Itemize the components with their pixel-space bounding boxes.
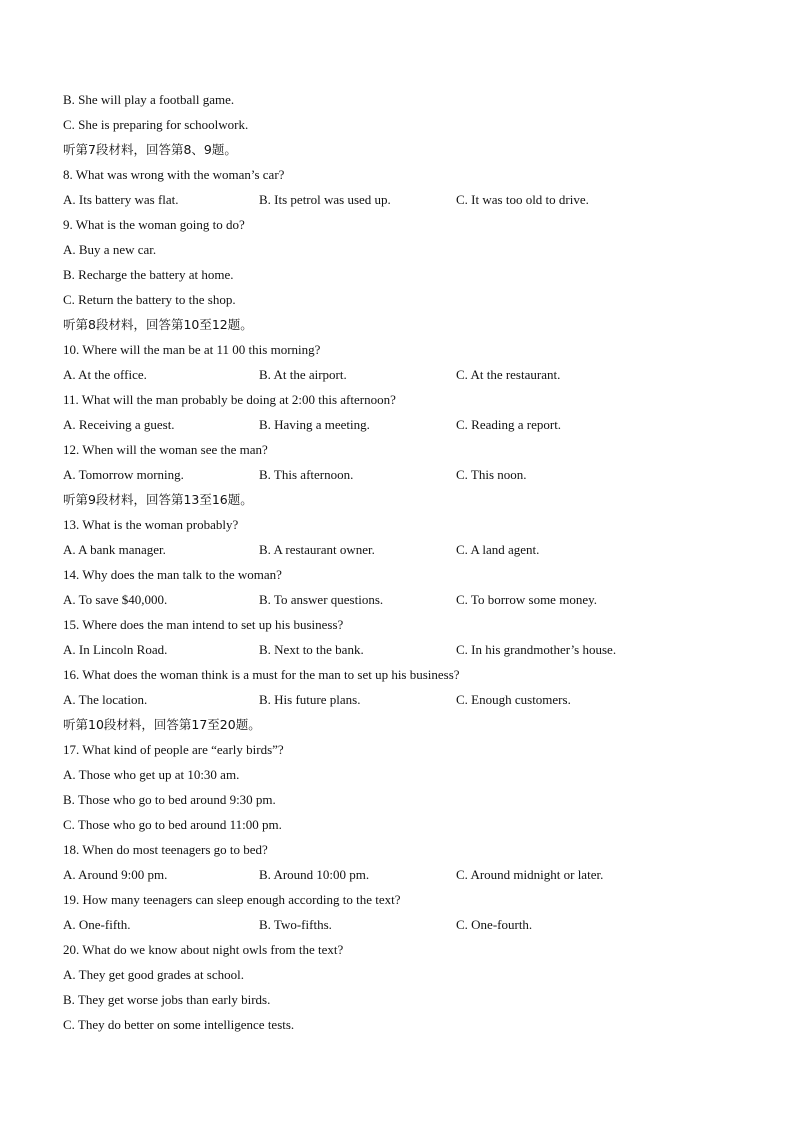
answer-option: C. It was too old to drive. bbox=[456, 192, 589, 207]
answer-option: A. Tomorrow morning. bbox=[63, 467, 184, 482]
question-text: 16. What does the woman think is a must for the man to set up his business? bbox=[63, 667, 460, 682]
answer-option: C. Reading a report. bbox=[456, 417, 562, 432]
answer-option: C. Enough customers. bbox=[456, 692, 571, 707]
question-text: 18. When do most teenagers go to bed? bbox=[63, 842, 268, 857]
answer-option: A. At the office. bbox=[63, 367, 147, 382]
answer-option: C. At the restaurant. bbox=[456, 367, 561, 382]
answer-option: A. The location. bbox=[63, 692, 148, 707]
question-text: 12. When will the woman see the man? bbox=[63, 442, 268, 457]
question-text: 19. How many teenagers can sleep enough according to the text? bbox=[63, 892, 401, 907]
answer-option: B. Two-fifths. bbox=[259, 917, 332, 932]
answer-option: A. Receiving a guest. bbox=[63, 417, 175, 432]
answer-option: A. One-fifth. bbox=[63, 917, 131, 932]
answer-option: B. They get worse jobs than early birds. bbox=[63, 992, 271, 1007]
question-text: 11. What will the man probably be doing at 2:00 this afternoon? bbox=[63, 392, 396, 407]
answer-option: B. Next to the bank. bbox=[259, 642, 364, 657]
answer-option: A. To save $40,000. bbox=[63, 592, 168, 607]
section-heading: 听第9段材料，回答第13至16题。 bbox=[63, 492, 253, 507]
question-text: 14. Why does the man talk to the woman? bbox=[63, 567, 282, 582]
section-heading: 听第10段材料，回答第17至20题。 bbox=[63, 717, 261, 732]
answer-option: B. She will play a football game. bbox=[63, 92, 235, 107]
question-text: 9. What is the woman going to do? bbox=[63, 217, 245, 232]
answer-option: C. Return the battery to the shop. bbox=[63, 292, 236, 307]
answer-option: A. In Lincoln Road. bbox=[63, 642, 168, 657]
answer-option: B. His future plans. bbox=[259, 692, 361, 707]
answer-option: B. This afternoon. bbox=[259, 467, 354, 482]
answer-option: B. Those who go to bed around 9:30 pm. bbox=[63, 792, 276, 807]
answer-option: B. Having a meeting. bbox=[259, 417, 370, 432]
answer-option: B. To answer questions. bbox=[259, 592, 384, 607]
answer-option: A. A bank manager. bbox=[63, 542, 166, 557]
question-text: 15. Where does the man intend to set up his business? bbox=[63, 617, 344, 632]
answer-option: C. Those who go to bed around 11:00 pm. bbox=[63, 817, 282, 832]
answer-option: B. A restaurant owner. bbox=[259, 542, 375, 557]
answer-option: C. A land agent. bbox=[456, 542, 540, 557]
answer-option: C. To borrow some money. bbox=[456, 592, 597, 607]
answer-option: B. Around 10:00 pm. bbox=[259, 867, 370, 882]
question-text: 8. What was wrong with the woman’s car? bbox=[63, 167, 285, 182]
answer-option: C. They do better on some intelligence tests. bbox=[63, 1017, 295, 1032]
answer-option: C. Around midnight or later. bbox=[456, 867, 604, 882]
answer-option: B. At the airport. bbox=[259, 367, 347, 382]
section-heading: 听第7段材料，回答第8、9题。 bbox=[63, 142, 237, 157]
answer-option: C. She is preparing for schoolwork. bbox=[63, 117, 249, 132]
answer-option: B. Recharge the battery at home. bbox=[63, 267, 234, 282]
section-heading: 听第8段材料，回答第10至12题。 bbox=[63, 317, 253, 332]
answer-option: B. Its petrol was used up. bbox=[259, 192, 391, 207]
answer-option: A. They get good grades at school. bbox=[63, 967, 244, 982]
answer-option: A. Its battery was flat. bbox=[63, 192, 179, 207]
question-text: 17. What kind of people are “early birds”? bbox=[63, 742, 284, 757]
answer-option: A. Around 9:00 pm. bbox=[63, 867, 168, 882]
answer-option: C. This noon. bbox=[456, 467, 527, 482]
answer-option: C. One-fourth. bbox=[456, 917, 533, 932]
question-text: 20. What do we know about night owls from the text? bbox=[63, 942, 344, 957]
question-text: 13. What is the woman probably? bbox=[63, 517, 239, 532]
answer-option: A. Buy a new car. bbox=[63, 242, 157, 257]
answer-option: A. Those who get up at 10:30 am. bbox=[63, 767, 240, 782]
question-text: 10. Where will the man be at 11 00 this morning? bbox=[63, 342, 321, 357]
answer-option: C. In his grandmother’s house. bbox=[456, 642, 617, 657]
